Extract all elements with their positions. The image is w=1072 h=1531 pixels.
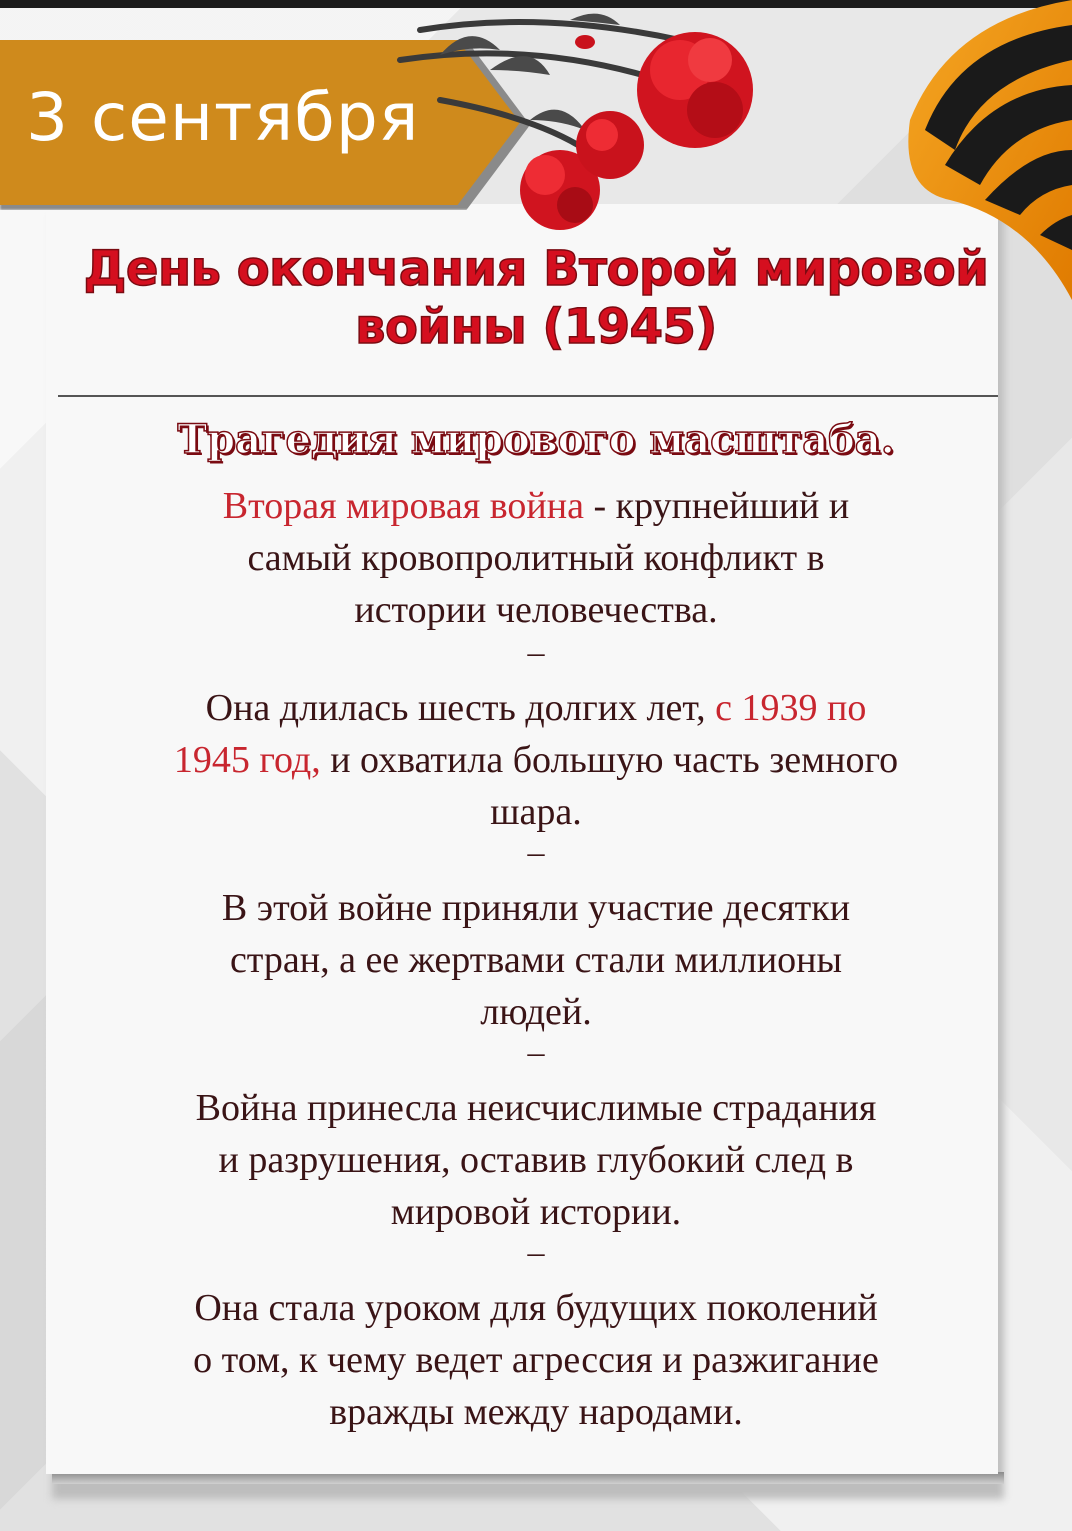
- paragraph-line: [60, 882, 1012, 934]
- separator-dash: –: [527, 634, 545, 671]
- body-text: Она стала уроком для будущих поколений: [194, 1287, 878, 1329]
- paragraph-line: [60, 734, 1012, 786]
- body-text: В этой войне приняли участие десятки: [221, 887, 851, 929]
- body-text: и разрушения, оставив глубокий след в: [218, 1139, 854, 1181]
- separator-dash: –: [527, 1234, 545, 1271]
- paragraph-2: [60, 682, 1012, 838]
- paragraph-line: [60, 480, 1012, 532]
- paragraph-line: [60, 1082, 1012, 1134]
- paragraph-line: [60, 1186, 1012, 1238]
- paragraph-line: [60, 584, 1012, 636]
- paragraph-1: [60, 480, 1012, 636]
- body-text: Она длилась шесть долгих лет,: [205, 687, 716, 729]
- paragraph-line: [60, 986, 1012, 1038]
- body-text: шара.: [490, 791, 582, 833]
- paragraph-line: [60, 1386, 1012, 1438]
- highlight-text: Вторая мировая война: [222, 485, 584, 527]
- separator-dash: –: [527, 1034, 545, 1071]
- section-subtitle: Трагедия мирового масштаба.: [177, 416, 895, 463]
- separator-dash: –: [527, 834, 545, 871]
- body-text: стран, а ее жертвами стали миллионы: [229, 939, 843, 981]
- paragraph-5: [60, 1282, 1012, 1438]
- paragraph-3: [60, 882, 1012, 1038]
- paragraph-4: [60, 1082, 1012, 1238]
- title-line-1: День окончания Второй мировой: [83, 241, 989, 297]
- body-text: людей.: [480, 991, 592, 1033]
- body-text: Война принесла неисчислимые страдания: [195, 1087, 877, 1129]
- paragraph-line: [60, 786, 1012, 838]
- paragraph-line: [60, 1134, 1012, 1186]
- body-text: и охватила большую часть земного: [320, 739, 899, 781]
- paragraph-line: [60, 532, 1012, 584]
- date-badge: 3 сентября: [26, 79, 420, 156]
- title-line-2: войны (1945): [355, 299, 717, 355]
- page-title: [60, 240, 1012, 356]
- body-text: истории человечества.: [354, 589, 718, 631]
- highlight-text: с 1939 по: [715, 687, 867, 729]
- body-text: мировой истории.: [390, 1191, 682, 1233]
- paragraph-line: [60, 934, 1012, 986]
- carnation-flowers-icon: [380, 0, 780, 240]
- paragraph-line: [60, 1334, 1012, 1386]
- title-divider: [58, 395, 998, 397]
- paragraph-line: [60, 1282, 1012, 1334]
- highlight-text: 1945 год,: [173, 739, 321, 781]
- body-text: о том, к чему ведет агрессия и разжигание: [193, 1339, 879, 1381]
- paragraph-line: [60, 682, 1012, 734]
- body-text: вражды между народами.: [329, 1391, 743, 1433]
- body-text: самый кровопролитный конфликт в: [247, 537, 825, 579]
- body-text: - крупнейший и: [583, 485, 850, 527]
